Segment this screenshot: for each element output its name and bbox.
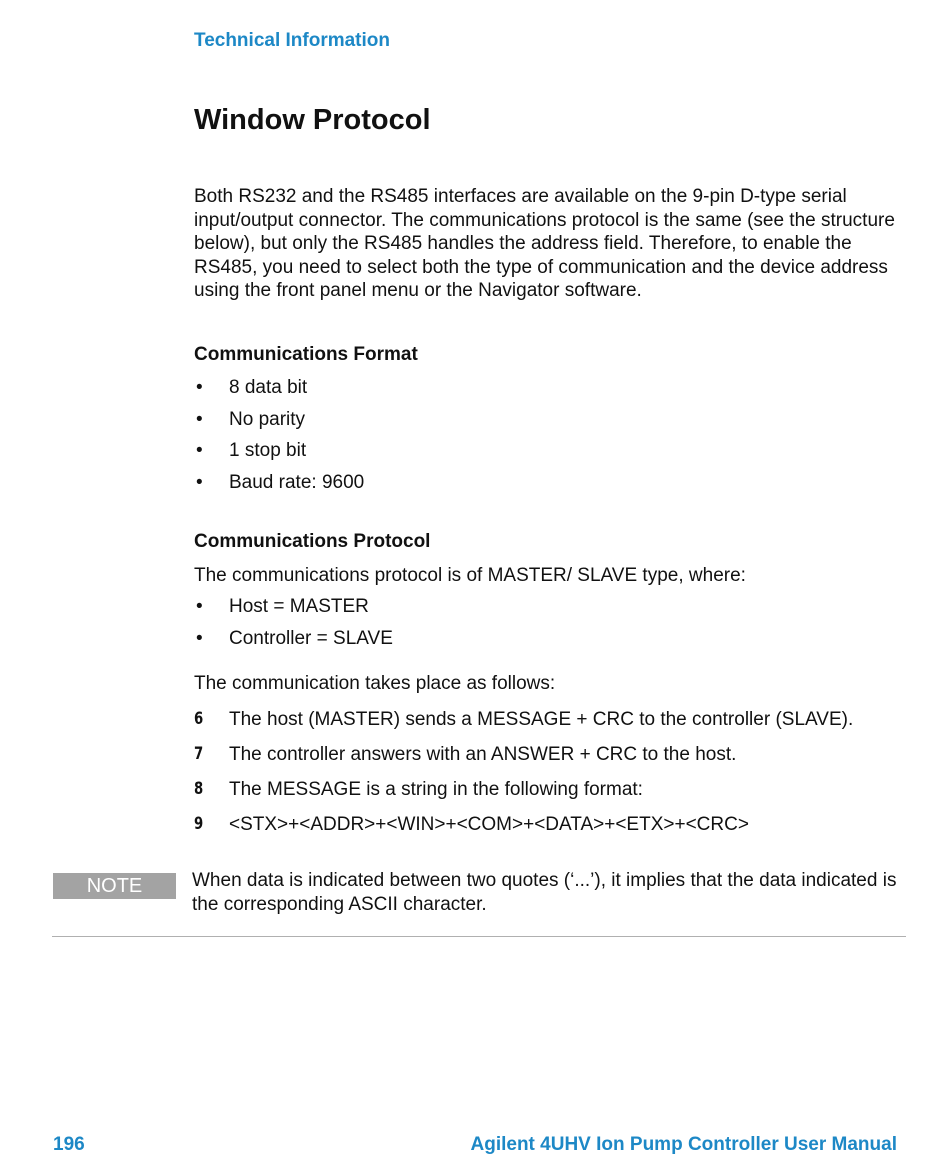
- note-badge: NOTE: [53, 873, 176, 899]
- step-item: [194, 772, 906, 807]
- step-item: [194, 737, 906, 772]
- note-text: When data is indicated between two quotes (‘...’), it implies that the data indicated is the corresponding ASCII character.: [192, 870, 897, 915]
- steps-list: [194, 702, 906, 842]
- step-item: [194, 702, 906, 737]
- intro-paragraph: Both RS232 and the RS485 interfaces are available on the 9-pin D-type serial input/output connector. The communications protocol is the same (see the structure below), but only the RS485 handles the address field. Therefore, to enable the RS485, you need to select both the type of communication and the device address using the front panel menu or the Navigator software.: [194, 186, 895, 301]
- protocol-follows: The communication takes place as follows:: [194, 673, 556, 694]
- protocol-list: [194, 591, 906, 654]
- step-number: 8: [194, 778, 204, 799]
- step-text: <STX>+<ADDR>+<WIN>+<COM>+<DATA>+<ETX>+<CRC>: [229, 813, 749, 835]
- step-item: [194, 807, 906, 842]
- page-title: Window Protocol: [194, 104, 431, 136]
- list-item: • Controller = SLAVE: [194, 623, 906, 655]
- protocol-description: The communications protocol is of MASTER/ SLAVE type, where:: [194, 564, 746, 586]
- list-item: • No parity: [194, 404, 906, 436]
- format-heading: Communications Format: [194, 343, 418, 365]
- manual-title: Agilent 4UHV Ion Pump Controller User Manual: [470, 1134, 897, 1155]
- protocol-heading: Communications Protocol: [194, 531, 431, 552]
- step-text: The controller answers with an ANSWER + CRC to the host.: [229, 743, 737, 765]
- section-divider: [52, 936, 906, 937]
- list-item: • Baud rate: 9600: [194, 467, 906, 499]
- section-header: Technical Information: [194, 30, 391, 51]
- step-number: 6: [194, 708, 204, 729]
- step-text: The MESSAGE is a string in the following format:: [229, 778, 643, 800]
- step-number: 9: [194, 813, 204, 834]
- step-text: The host (MASTER) sends a MESSAGE + CRC to the controller (SLAVE).: [229, 708, 854, 730]
- main-content: [194, 185, 906, 842]
- page-number: 196: [53, 1134, 85, 1155]
- list-item: • 8 data bit: [194, 372, 906, 404]
- step-number: 7: [194, 743, 204, 764]
- list-item: • Host = MASTER: [194, 591, 906, 623]
- format-list: [194, 372, 906, 498]
- list-item: • 1 stop bit: [194, 435, 906, 467]
